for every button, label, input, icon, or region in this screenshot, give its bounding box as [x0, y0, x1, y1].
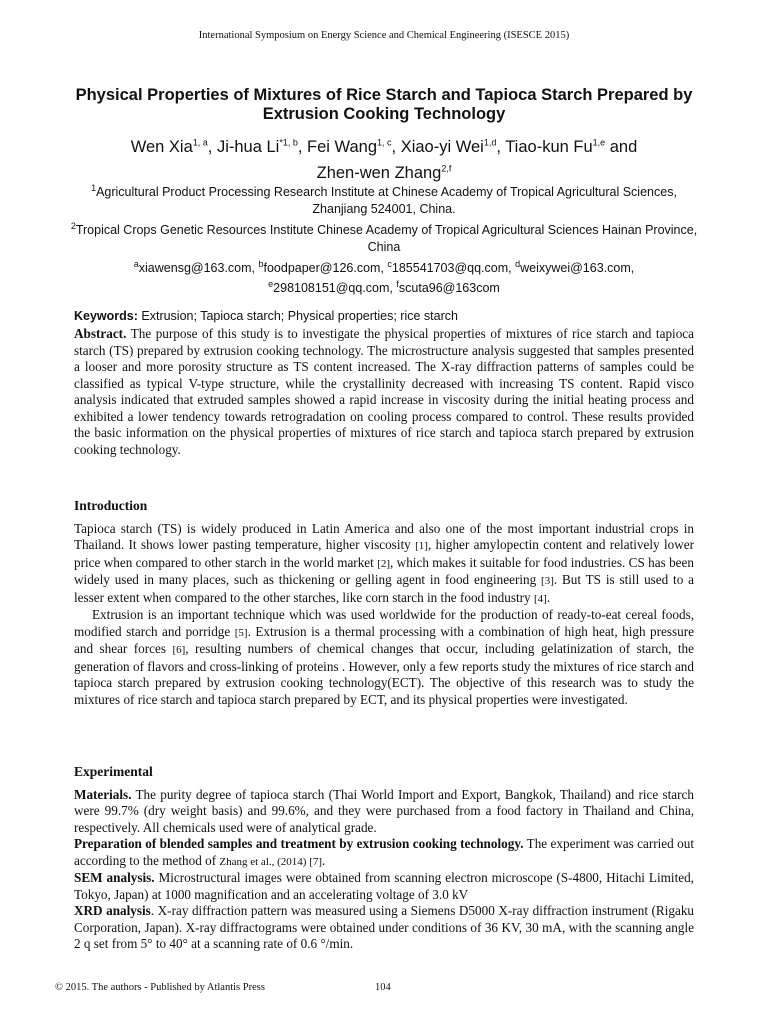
preparation-paragraph: Preparation of blended samples and treatment by extrusion cooking technology. The experiment was carried out according to the method of Zhang et al., (2014) [7].	[74, 836, 695, 868]
intro-paragraph-1: Tapioca starch (TS) is widely produced in Latin America and also one of the most important industrial crops in Thailand. It shows lower pasting temperature, higher viscosity [1], higher amylopectin content and relatively lower price when compared to other starch in the world market [2], which makes it suitable for food industries. CS has been widely used in many places, such as thickening or gelling agent in food engineering [3]. But TS is still used to a lesser extent when compared to the other starches, like corn starch in the food industry [4].	[74, 520, 694, 605]
author: Fei Wang$^{1, c}$,	[307, 137, 401, 156]
author: Ji-hua Li$^{*1, b}$,	[216, 137, 307, 156]
introduction-section	[74, 498, 694, 708]
abstract-label: Abstract.	[74, 326, 127, 341]
author: Tiao-kun Fu$^{1,e}$ and	[505, 137, 638, 156]
experimental-section	[74, 764, 694, 953]
copyright-footer: © 2015. The authors - Published by Atlantis Press	[55, 982, 265, 993]
author-list	[60, 131, 708, 184]
sem-paragraph: SEM analysis. Microstructural images were obtained from scanning electron microscope (S-4800, Hitachi Limited, Tokyo, Japan) at 1000 magnification and an accelerating voltage of 3.0 kV	[74, 870, 694, 902]
abstract: Abstract. The purpose of this study is to investigate the physical properties of mixtures of rice starch and tapioca starch (TS) prepared by extrusion cooking technology. The microstructure analysis suggested that samples presented a looser and more porosity structure as TS content increased. The X-ray diffraction patterns of samples could be classified as typical V-type structure, while the crystallinity decreased with increasing TS content. Rapid visco analysis indicated that extruded samples showed a rapid increase in viscosity during the initial heating process and exhibited a lower tendency towards retrogradation on cooling process compared to control. These results provided the basic information on the physical properties of mixtures of rice starch and tapioca starch prepared by extrusion cooking technology.	[74, 326, 694, 457]
paper-title: Physical Properties of Mixtures of Rice Starch and Tapioca Starch Prepared by Extrusion Cooking Technology	[75, 86, 693, 123]
conference-header: International Symposium on Energy Science and Chemical Engineering (ISESCE 2015)	[198, 30, 570, 41]
keywords: Keywords: Extrusion; Tapioca starch; Physical properties; rice starch	[74, 309, 458, 323]
affiliation-2: $^2$Tropical Crops Genetic Resources Institute Chinese Academy of Tropical Agricultural Sciences Hainan Province, China	[70, 221, 698, 255]
keywords-label: Keywords:	[74, 309, 138, 323]
author: Zhen-wen Zhang$^{2,f}$	[316, 163, 452, 182]
xrd-paragraph: XRD analysis. X-ray diffraction pattern was measured using a Siemens D5000 X-ray diffraction instrument (Rigaku Corporation, Japan). X-ray diffractograms were obtained under conditions of 36 KV, 30 mA, with the scanning angle 2 q set from 5° to 40° at a scanning rate of 0.6 °/min.	[74, 903, 695, 951]
materials-paragraph: Materials. The purity degree of tapioca starch (Thai World Import and Export, Bangkok, Thailand) and rice starch were 99.7% (dry weight basis) and 99.6%, and they were purchased from a food factory in Thailand and China, respectively. All chemicals used were of analytical grade.	[74, 786, 694, 835]
author: Xiao-yi Wei$^{1,d}$,	[400, 137, 506, 156]
page-number: 104	[375, 982, 391, 993]
affiliation-1: $^1$Agricultural Product Processing Research Institute at Chinese Academy of Tropical Agricultural Sciences, Zhanjiang 524001, China.	[91, 183, 677, 217]
section-heading-introduction: Introduction	[74, 498, 148, 513]
intro-paragraph-2: Extrusion is an important technique which was used worldwide for the production of ready-to-eat cereal foods, modified starch and porridge [5]. Extrusion is a thermal processing with a combination of high heat, high pressure and shear forces [6], resulting numbers of chemical changes that occur, including gelatinization of starch, the generation of flavors and cross-linking of proteins . However, only a few reports study the mixtures of rice starch and tapioca starch prepared by extrusion cooking technology(ECT). The objective of this research was to study the mixtures of rice starch and tapioca starch prepared by ECT, and its physical properties were investigated.	[74, 607, 694, 707]
author-emails: $^a$xiawensg@163.com, $^b$foodpaper@126.com, $^c$185541703@qq.com, $^d$weixywei@163.com, $^e$298108151@qq.com, $^f$scuta96@163com	[133, 259, 635, 296]
section-heading-experimental: Experimental	[74, 764, 153, 779]
author: Wen Xia$^{1, a}$,	[130, 137, 217, 156]
